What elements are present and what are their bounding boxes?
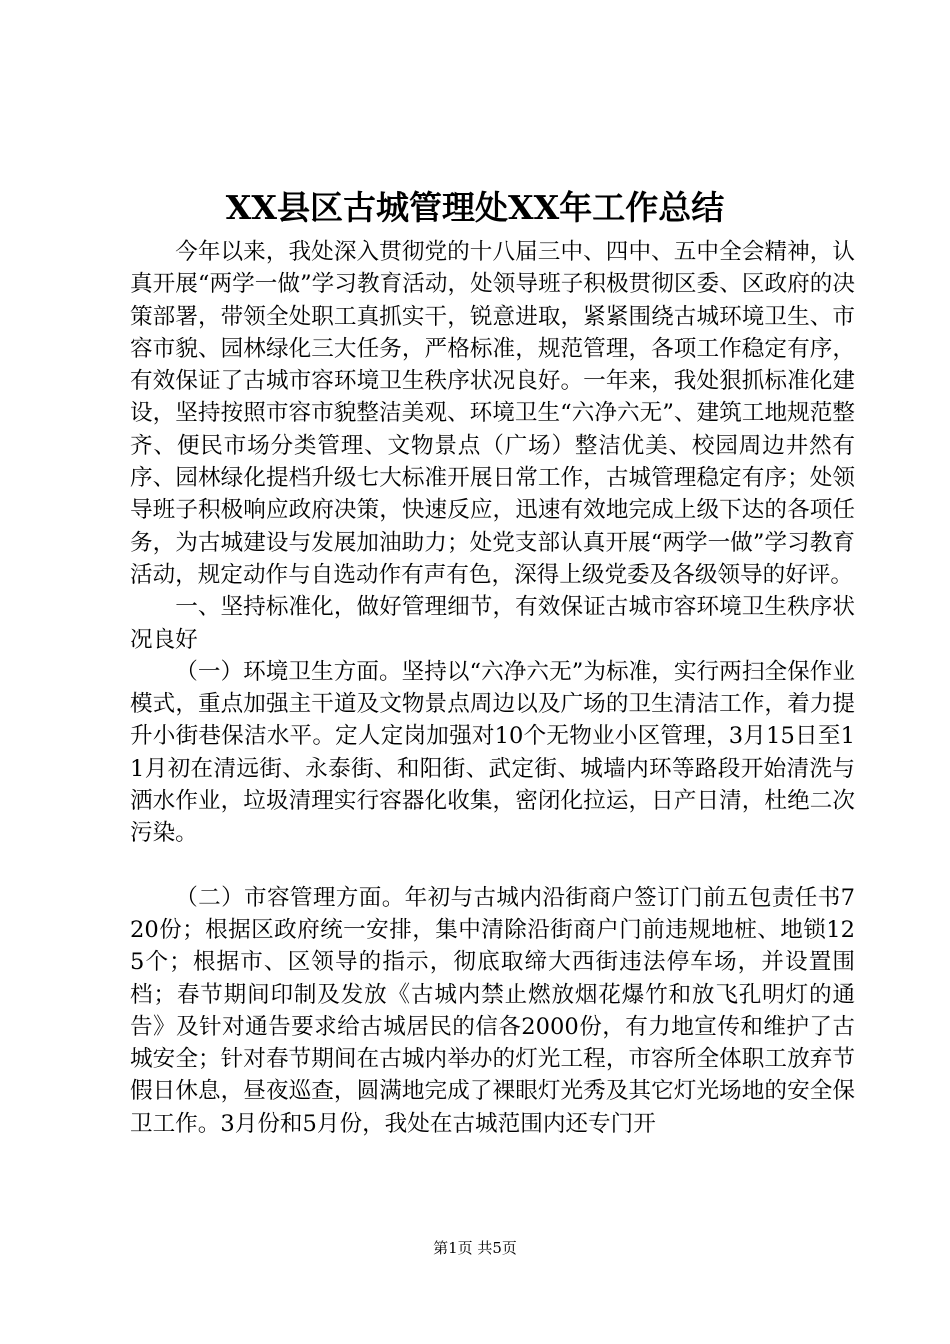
document-body [130,236,855,1140]
intro-paragraph: 今年以来，我处深入贯彻党的十八届三中、四中、五中全会精神，认真开展“两学一做”学习教育活动，处领导班子积极贯彻区委、区政府的决策部署，带领全处职工真抓实干，锐意进取，紧紧围绕古城环境卫生、市容市貌、园林绿化三大任务，严格标准，规范管理，各项工作稳定有序，有效保证了古城市容环境卫生秩序状况良好。一年来，我处狠抓标准化建设，坚持按照市容市貌整洁美观、环境卫生“六净六无”、建筑工地规范整齐、便民市场分类管理、文物景点（广场）整洁优美、校园周边井然有序、园林绿化提档升级七大标准开展日常工作，古城管理稳定有序；处领导班子积极响应政府决策，快速反应，迅速有效地完成上级下达的各项任务，为古城建设与发展加油助力；处党支部认真开展“两学一做”学习教育活动，规定动作与自选动作有声有色，深得上级党委及各级领导的好评。 [130,239,855,588]
page-number: 第1页 共5页 [433,1239,517,1257]
sanitation-paragraph: （一）环境卫生方面。坚持以“六净六无”为标准，实行两扫全保作业模式，重点加强主干道及文物景点周边以及广场的卫生清洁工作，着力提升小街巷保洁水平。定人定岗加强对10个无物业小区管理，3月15日至11月初在清远街、永泰街、和阳街、武定街、城墙内环等路段开始清洗与洒水作业，垃圾清理实行容器化收集，密闭化拉运，日产日清，杜绝二次污染。 [130,658,855,847]
section-heading-1: 一、坚持标准化，做好管理细节，有效保证古城市容环境卫生秩序状况良好 [130,594,855,653]
document-title: XX县区古城管理处XX年工作总结 [225,188,725,227]
city-appearance-paragraph: （二）市容管理方面。年初与古城内沿街商户签订门前五包责任书720份；根据区政府统一安排，集中清除沿街商户门前违规地桩、地锁125个；根据市、区领导的指示，彻底取缔大西街违法停车场，并设置围档；春节期间印制及发放《古城内禁止燃放烟花爆竹和放飞孔明灯的通告》及针对通告要求给古城居民的信各2000份，有力地宣传和维护了古城安全；针对春节期间在古城内举办的灯光工程，市容所全体职工放弃节假日休息，昼夜巡查，圆满地完成了裸眼灯光秀及其它灯光场地的安全保卫工作。3月份和5月份，我处在古城范围内还专门开 [130,884,855,1137]
